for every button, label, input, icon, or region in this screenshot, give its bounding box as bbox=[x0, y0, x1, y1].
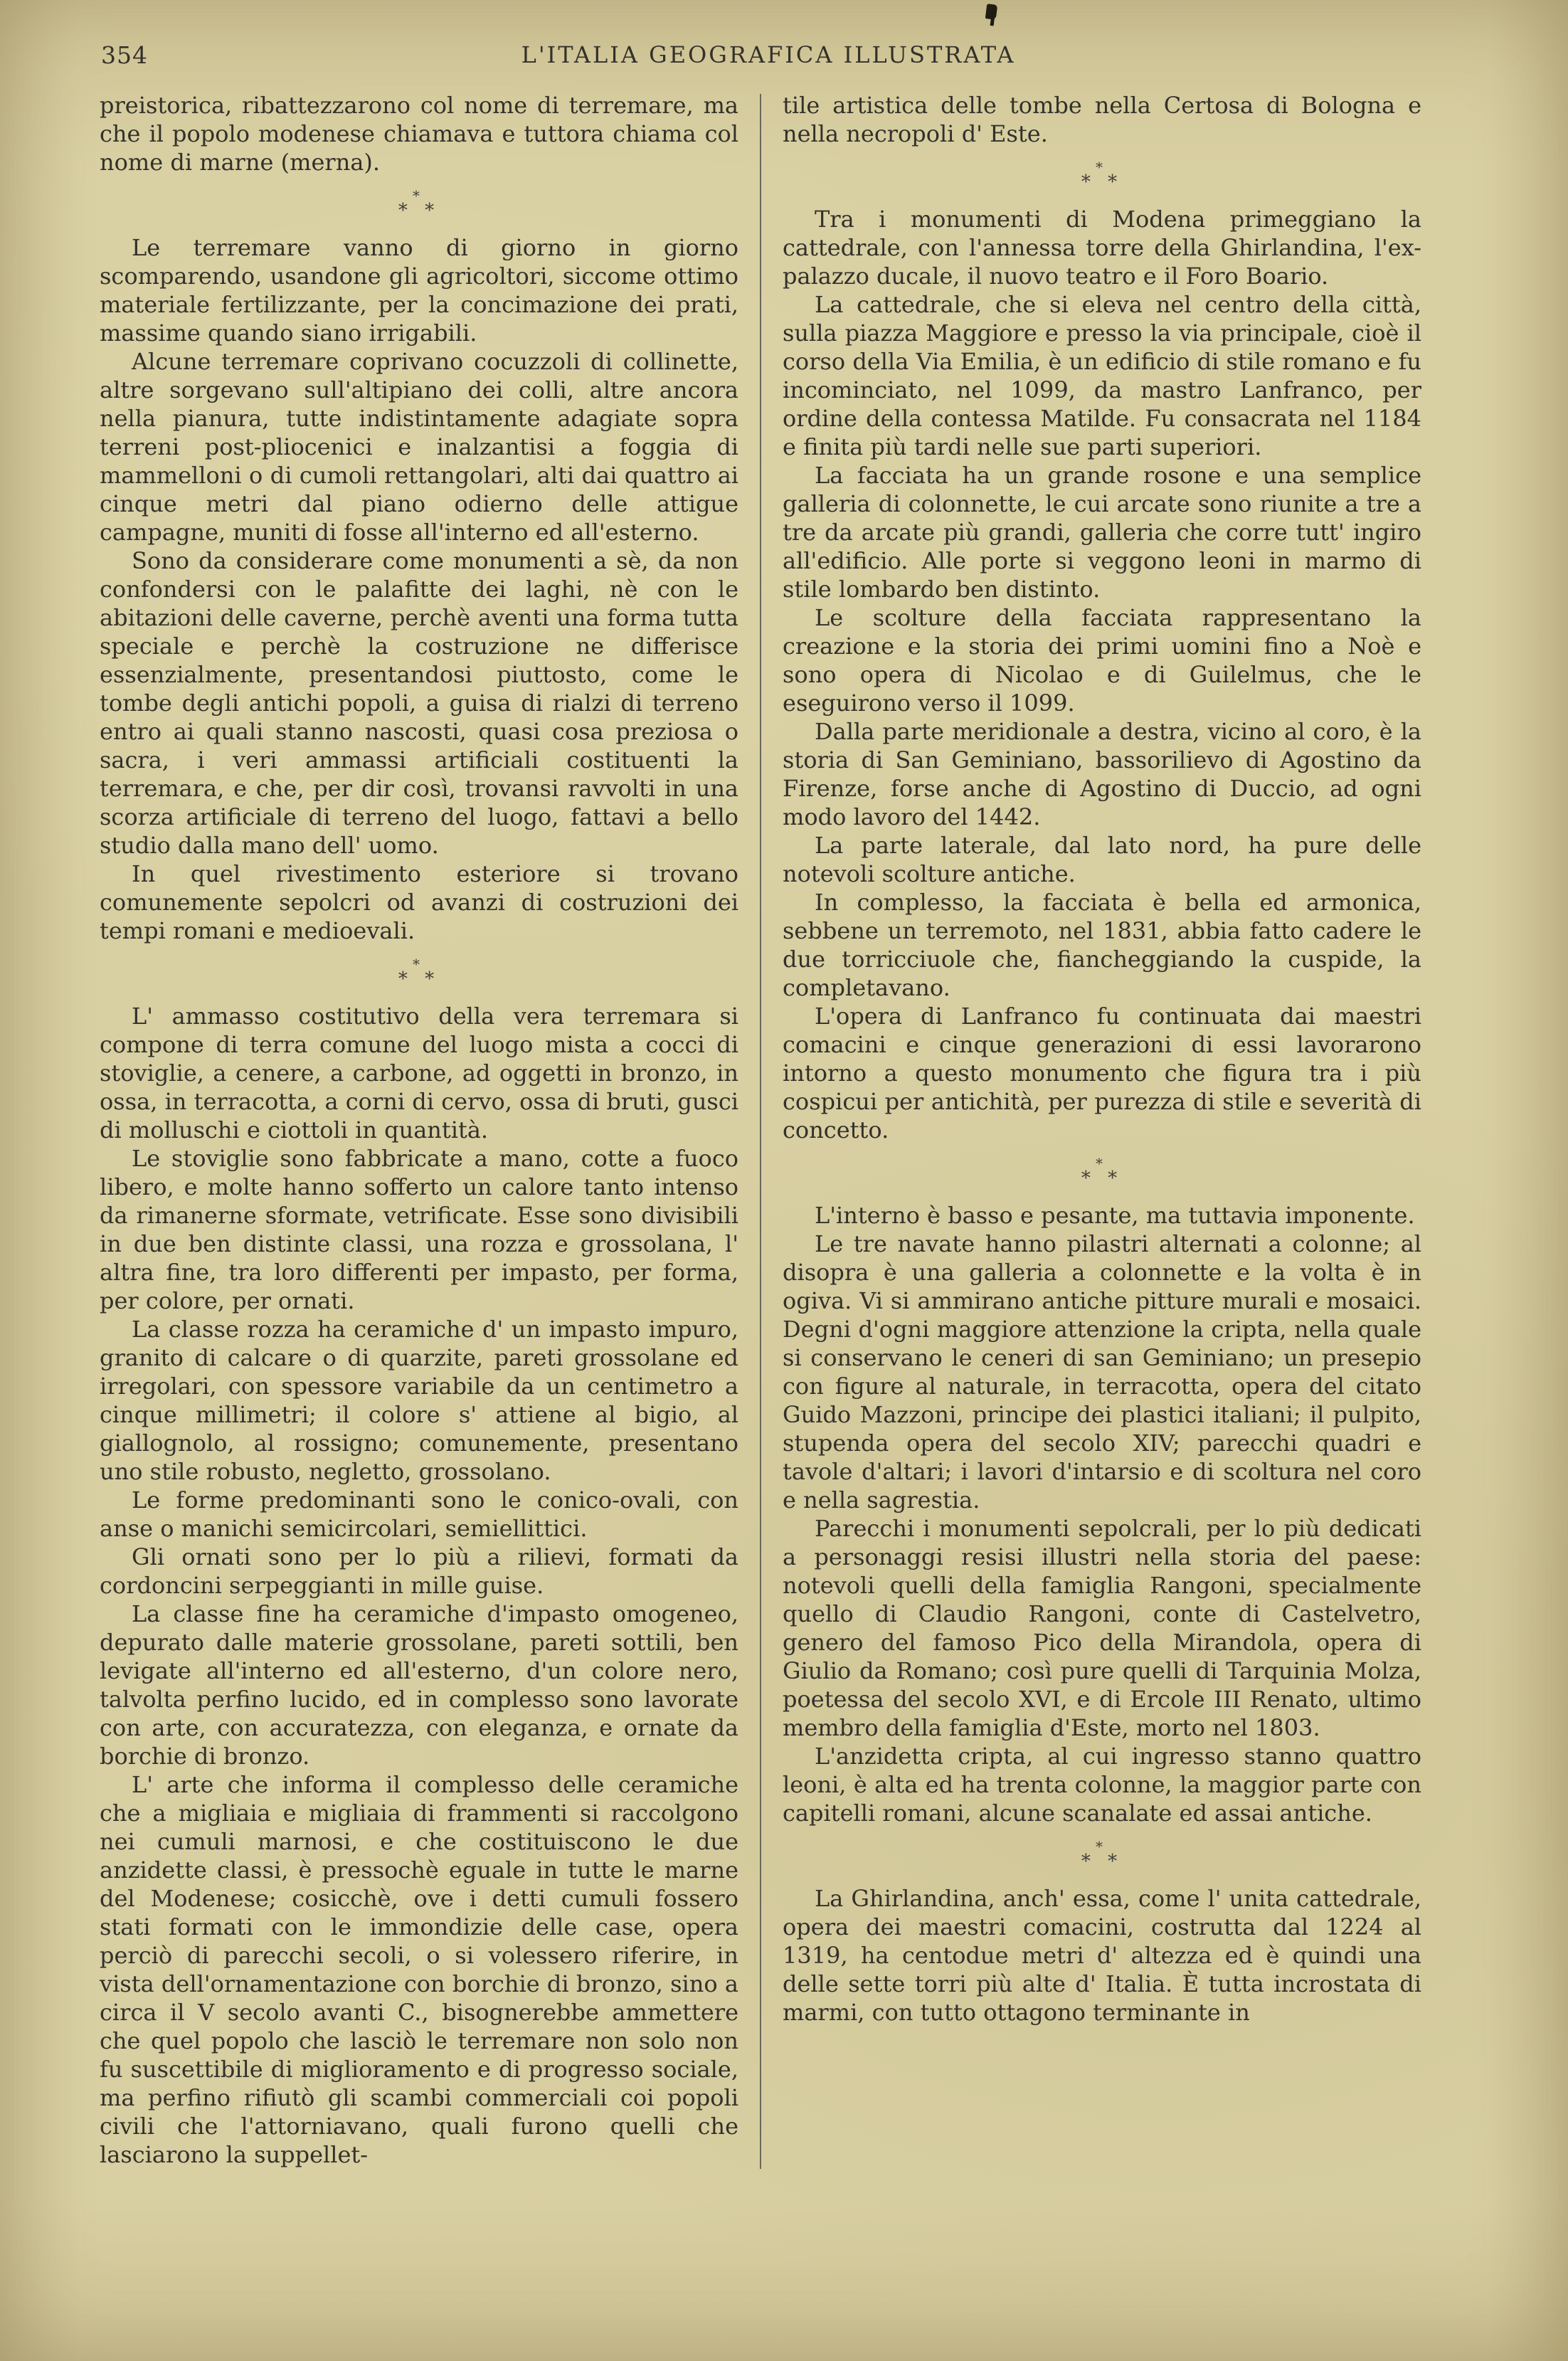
paragraph: Tra i monumenti di Modena primeggiano la cattedrale, con l'annessa torre della Ghirlandina, l'ex-palazzo ducale, il nuovo teatro e il Foro Boario. bbox=[783, 206, 1421, 290]
column-divider bbox=[760, 94, 761, 2169]
left-column bbox=[100, 91, 738, 2169]
paragraph: Le tre navate hanno pilastri alternati a colonne; al disopra è una galleria a colonnette e la volta è in ogiva. Vi si ammirano antiche pitture murali e mosaici. Degni d'ogni maggiore attenzione la cripta, nella quale si conservano le ceneri di san Geminiano; un presepio con figure al naturale, in terracotta, opera del citato Guido Mazzoni, principe dei plastici italiani; il pulpito, stupenda opera del secolo XIV; parecchi quadri e tavole d'altari; i lavori d'intarsio e di scoltura nel coro e nella sagrestia. bbox=[783, 1230, 1421, 1514]
paragraph: preistorica, ribattezzarono col nome di terremare, ma che il popolo modenese chiamava e tuttora chiama col nome di marne (merna). bbox=[100, 92, 738, 176]
section-separator: * * * bbox=[398, 187, 440, 221]
paragraph: L'interno è basso e pesante, ma tuttavia imponente. bbox=[815, 1202, 1415, 1229]
section-separator: * * * bbox=[1081, 1838, 1123, 1872]
section-separator: * * * bbox=[1081, 1155, 1123, 1189]
paragraph: Le scolture della facciata rappresentano la creazione e la storia dei primi uomini fino a Noè e sono opera di Nicolao e di Guilelmus, che le eseguirono verso il 1099. bbox=[783, 604, 1421, 717]
page-number: 354 bbox=[101, 41, 148, 69]
paragraph: Parecchi i monumenti sepolcrali, per lo più dedicati a personaggi resisi illustri nella storia del paese: notevoli quelli della famiglia Rangoni, specialmente quello di Claudio Rangoni, conte di Castelvetro, genero del famoso Pico della Mirandola, opera di Giulio da Romano; così pure quelli di Tarquinia Molza, poetessa del secolo XVI, e di Ercole III Renato, ultimo membro della famiglia d'Este, morto nel 1803. bbox=[783, 1515, 1421, 1741]
ink-blemish bbox=[985, 4, 997, 20]
paragraph: La parte laterale, dal lato nord, ha pure delle notevoli scolture antiche. bbox=[783, 832, 1421, 887]
right-column bbox=[783, 91, 1421, 2169]
section-separator: * * * bbox=[1081, 159, 1123, 193]
paragraph: Le forme predominanti sono le conico-ovali, con anse o manichi semicircolari, semiellittici. bbox=[100, 1486, 738, 1542]
paragraph: Sono da considerare come monumenti a sè, da non confondersi con le palafitte dei laghi, nè con le abitazioni delle caverne, perchè aventi una forma tutta speciale e perchè la costruzione ne differisce essenzialmente, presentandosi piuttosto, come le tombe degli antichi popoli, a guisa di rialzi di terreno entro ai quali stanno nascosti, quasi cosa preziosa o sacra, i veri ammassi artificiali costituenti la terremara, e che, per dir così, trovansi ravvolti in una scorza artificiale di terreno del luogo, fattavi a bello studio dalla mano dell' uomo. bbox=[100, 547, 738, 859]
paragraph: In quel rivestimento esteriore si trovano comunemente sepolcri od avanzi di costruzioni dei tempi romani e medioevali. bbox=[100, 860, 738, 944]
paragraph: La classe rozza ha ceramiche d' un impasto impuro, granito di calcare o di quarzite, pareti grossolane ed irregolari, con spessore variabile da un centimetro a cinque millimetri; il colore s' attiene al bigio, al giallognolo, al rossigno; comunemente, presentano uno stile robusto, negletto, grossolano. bbox=[100, 1316, 738, 1485]
page-title: L'ITALIA GEOGRAFICA ILLUSTRATA bbox=[521, 41, 1016, 68]
paragraph: Le stoviglie sono fabbricate a mano, cotte a fuoco libero, e molte hanno sofferto un calore tanto intenso da rimanerne sformate, vetrificate. Esse sono divisibili in due ben distinte classi, una rozza e grossolana, l' altra fine, tra loro differenti per impasto, per forma, per colore, per ornati. bbox=[100, 1145, 738, 1314]
paragraph: tile artistica delle tombe nella Certosa di Bologna e nella necropoli d' Este. bbox=[783, 92, 1421, 147]
paragraph: La facciata ha un grande rosone e una semplice galleria di colonnette, le cui arcate sono riunite a tre a tre da arcate più grandi, galleria che corre tutt' ingiro all'edificio. Alle porte si veggono leoni in marmo di stile lombardo ben distinto. bbox=[783, 462, 1421, 603]
paragraph: L'opera di Lanfranco fu continuata dai maestri comacini e cinque generazioni di essi lavorarono intorno a questo monumento che figura tra i più cospicui per antichità, per purezza di stile e severità di concetto. bbox=[783, 1003, 1421, 1143]
paragraph: L'anzidetta cripta, al cui ingresso stanno quattro leoni, è alta ed ha trenta colonne, la maggior parte con capitelli romani, alcune scanalate ed assai antiche. bbox=[783, 1743, 1421, 1827]
page-content bbox=[100, 37, 1437, 2169]
paragraph: La cattedrale, che si eleva nel centro della città, sulla piazza Maggiore e presso la via principale, cioè il corso della Via Emilia, è un edificio di stile romano e fu incominciato, nel 1099, da mastro Lanfranco, per ordine della contessa Matilde. Fu consacrata nel 1184 e finita più tardi nelle sue parti superiori. bbox=[783, 291, 1421, 460]
paragraph: L' arte che informa il complesso delle ceramiche che a migliaia e migliaia di frammenti si raccolgono nei cumuli marnosi, e che costituiscono le due anzidette classi, è pressochè eguale in tutte le marne del Modenese; cosicchè, ove i detti cumuli fossero stati formati con le immondizie delle case, opera perciò di parecchi secoli, o si volessero riferire, in vista dell'ornamentazione con borchie di bronzo, sino a circa il V secolo avanti C., bisognerebbe ammettere che quel popolo che lasciò le terremare non solo non fu suscettibile di miglioramento e di progresso sociale, ma perfino rifiutò gli scambi commerciali coi popoli civili che l'attorniavano, quali furono quelli che lasciarono la suppellet- bbox=[100, 1771, 738, 2168]
section-separator: * * * bbox=[398, 956, 440, 990]
paragraph: Gli ornati sono per lo più a rilievi, formati da cordoncini serpeggianti in mille guise. bbox=[100, 1543, 738, 1599]
paragraph: Alcune terremare coprivano cocuzzoli di collinette, altre sorgevano sull'altipiano dei colli, altre ancora nella pianura, tutte indistintamente adagiate sopra terreni post-pliocenici e inalzantisi a foggia di mammelloni o di cumoli rettangolari, alti dai quattro ai cinque metri dal piano odierno delle attigue campagne, muniti di fosse all'interno ed all'esterno. bbox=[100, 348, 738, 546]
paragraph: L' ammasso costitutivo della vera terremara si compone di terra comune del luogo mista a cocci di stoviglie, a cenere, a carbone, ad oggetti in bronzo, in ossa, in terracotta, a corni di cervo, ossa di bruti, gusci di molluschi e ciottoli in quantità. bbox=[100, 1003, 738, 1143]
text-columns bbox=[100, 91, 1437, 2169]
paragraph: In complesso, la facciata è bella ed armonica, sebbene un terremoto, nel 1831, abbia fatto cadere le due torricciuole che, fiancheggiando la cuspide, la completavano. bbox=[783, 889, 1421, 1001]
page-header bbox=[100, 37, 1437, 78]
paragraph: Dalla parte meridionale a destra, vicino al coro, è la storia di San Geminiano, bassorilievo di Agostino da Firenze, forse anche di Agostino di Duccio, ad ogni modo lavoro del 1442. bbox=[783, 718, 1421, 830]
paragraph: La Ghirlandina, anch' essa, come l' unita cattedrale, opera dei maestri comacini, costrutta dal 1224 al 1319, ha centodue metri d' altezza ed è quindi una delle sette torri più alte d' Italia. È tutta incrostata di marmi, con tutto ottagono terminante in bbox=[783, 1885, 1421, 2026]
paragraph: La classe fine ha ceramiche d'impasto omogeneo, depurato dalle materie grossolane, pareti sottili, ben levigate all'interno ed all'esterno, d'un colore nero, talvolta perfino lucido, ed in complesso sono lavorate con arte, con accuratezza, con eleganza, e ornate da borchie di bronzo. bbox=[100, 1600, 738, 1770]
paragraph: Le terremare vanno di giorno in giorno scomparendo, usandone gli agricoltori, siccome ottimo materiale fertilizzante, per la concimazione dei prati, massime quando siano irrigabili. bbox=[100, 234, 738, 347]
